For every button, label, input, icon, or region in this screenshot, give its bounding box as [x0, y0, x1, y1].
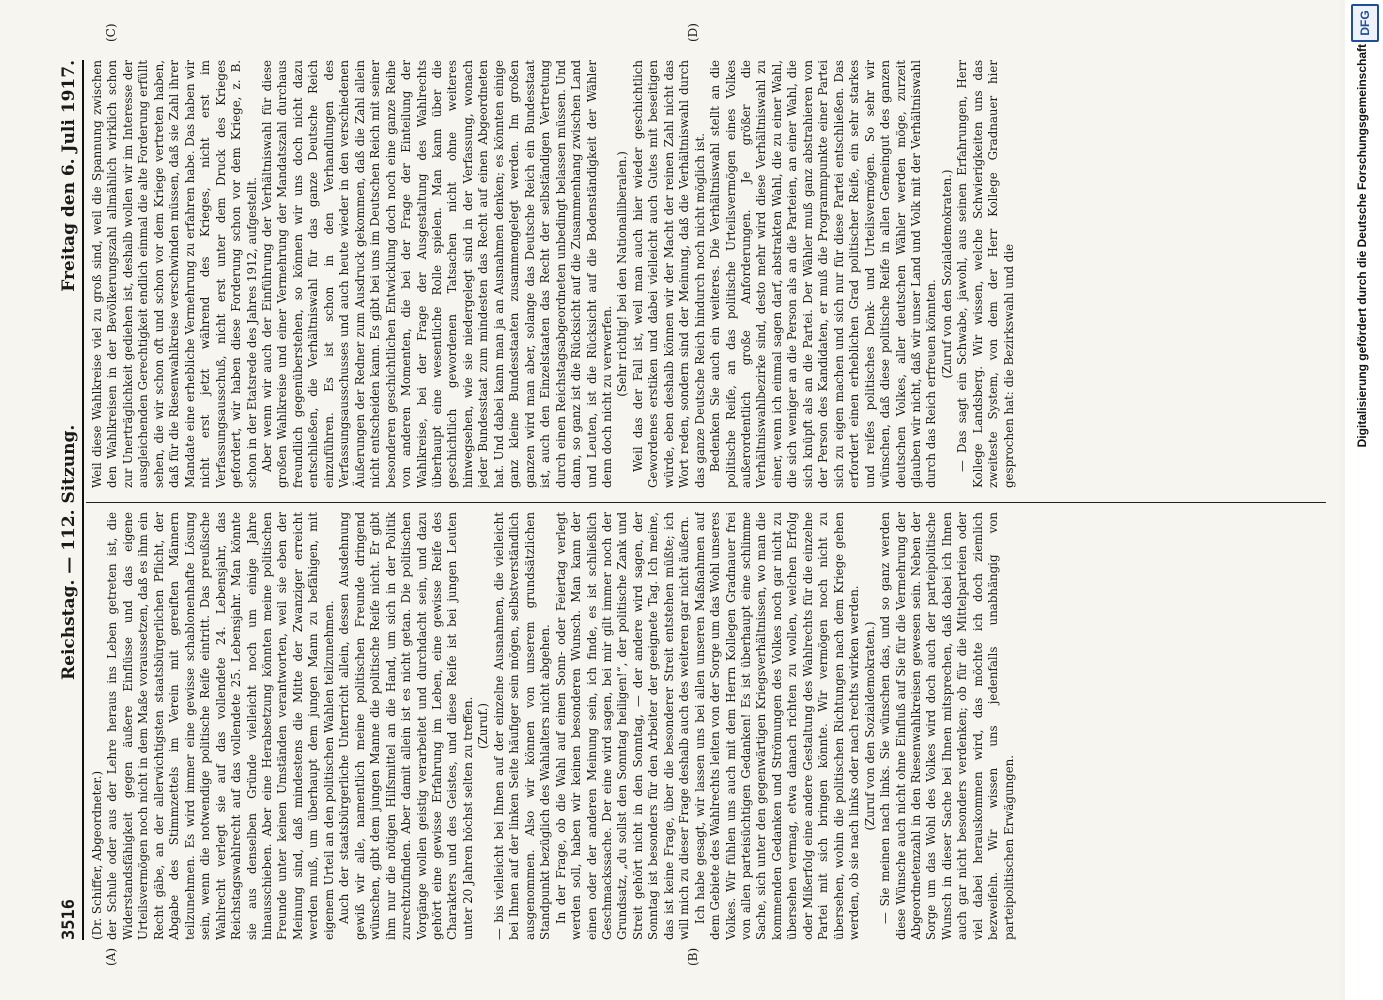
session-title: Reichstag. — 112. Sitzung. [59, 424, 79, 680]
left-text-column [90, 512, 1320, 940]
paragraph: Weil diese Wahlkreise viel zu groß sind, weil die Spannung zwischen den Wahlkreisen in der Bevölkerungszahl allmählich wirklich schon zur Unerträglichkeit gediehen ist, deshalb wollen wir im Interesse der ausgleichenden Gerechtigkeit endlich einmal die alte Forderung erfüllt sehen, die wir schon oft und schon vor dem Kriege vertreten haben, daß für die Riesenwahlkreise verschwinden müssen, daß sie Zahl ihrer Mandate eine erhebliche Vermehrung zu erfahren habe. Das haben wir nicht erst jetzt während des Krieges, nicht erst im Verfassungsausschuß, nicht erst unter dem Druck des Krieges gefordert, wir haben diese Forderung schon vor dem Kriege, z. B. schon in der Etatsrede des Jahres 1912, aufgestellt. [90, 60, 259, 488]
margin-marker-c: (C) [104, 23, 118, 42]
margin-marker-a: (A) [104, 947, 118, 966]
paragraph: Aber wenn wir auch der Einführung der Verhältniswahl für diese großen Wahlkreise und einer Vermehrung der Mandatszahl durchaus freundlich gegenüberstehen, so können wir uns doch nicht dazu entschließen, die Verhältniswahl für das ganze Deutsche Reich einzuführen. Es ist schon in den Verhandlungen des Verfassungsausschusses und auch heute wieder in den verschiedenen Äußerungen der Redner zum Ausdruck gekommen, daß die Zahl allein nicht entscheiden kann. Es gibt bei uns im Deutschen Reich mit seiner besonderen geschichtlichen Entwicklung doch noch eine ganze Reihe von anderen Momenten, die bei der Frage der Einteilung der Wahlkreise, bei der Frage der Ausgestaltung des Wahlrechts überhaupt eine wesentliche Rolle spielen. Man kann über die geschichtlich gewordenen Tatsachen nicht ohne weiteres hinwegsehen, wie sie niedergelegt sind in der Verfassung, wonach jeder Bundesstaat zum mindesten das Recht auf einen Abgeordneten hat. Und dabei kann man ja an Ausnahmen denken; es könnten einige ganz kleine Bundesstaaten zusammengelegt werden. Im großen ganzen wird man aber, solange das Deutsche Reich ein Bundesstaat ist, auch den Einzelstaaten das Recht der selbständigen Vertretung durch einen Reichstagsabgeordneten unbedingt belassen müssen. Und dann, so ganz ist die Rücksicht auf die Zusammenhang zwischen Land und Leuten, ist die Rücksicht auf die Bodenständigkeit der Wähler denn doch nicht zu verwerfen. [259, 60, 614, 488]
interjection: (Zuruf von den Sozialdemokraten.) [939, 169, 954, 379]
page-number: 3516 [59, 899, 79, 940]
funding-credit: Digitalisierung gefördert durch die Deutsche Forschungsgemeinschaft [1355, 44, 1369, 448]
paragraph: Ich habe gesagt, wir lassen uns bei allen unseren Maßnahmen auf dem Gebiete des Wahlrechts leiten von der Sorge um das Wohl unseres Volkes. Wir fühlen uns auch mit dem Herrn Kollegen Gradnauer frei von allen parteisüchtigen Gedanken! Es ist überhaupt eine schlimme Sache, sich unter den gegenwärtigen Kriegsverhältnissen, wo man die kommenden Gedanken und Strömungen des Volkes noch gar nicht zu übersehen vermag, etwa danach richten zu wollen, welchen Erfolg oder Mißerfolg eine andere Gestaltung des Wahlrechts für die einzelne Partei mit sich bringen könnte. Wir vermögen noch nicht zu übersehen, wohin die politischen Richtungen nach dem Kriege gehen werden, ob sie nach links oder nach rechts wirken werden. [692, 512, 862, 940]
interjection: (Zuruf.) [476, 703, 491, 749]
paragraph: In der Frage, ob die Wahl auf einen Sonn- oder Feiertag verlegt werden soll, haben wir keinen besonderen Wunsch. Man kann der einen oder der anderen Meinung sein, ich finde, es ist schließlich Geschmackssache. Der eine wird sagen, bei mir gilt immer noch der Grundsatz, „du sollst den Sonntag heiligen!“, der politische Zank und Streit gehört nicht in den Sonntag, — der andere wird sagen, der Sonntag ist besonders für den Arbeiter der geeignete Tag. Ich meine, das ist keine Frage, über die besonderer Streit entstehen müßte; ich will mich zu dieser Frage deshalb auch des weiteren gar nicht äußern. [553, 512, 692, 940]
margin-marker-b: (B) [686, 947, 700, 966]
paragraph: — bis vielleicht bei Ihnen auf der einzelne Ausnahmen, die vielleicht bei Ihnen auf der linken Seite häufiger sein mögen, selbstverständlich ausgenommen. Also wir können von unserem grundsätzlichen Standpunkt bezüglich des Wahlalters nicht abgehen. [491, 512, 553, 940]
paragraph: der Schule oder aus der Lehre heraus ins Leben getreten ist, die Widerstandsfähigkeit gegen äußere Einflüsse und das eigene Urteilsvermögen noch nicht in dem Maße voraussetzen, daß es ihm ein Recht gäbe, an der allerwichtigsten staatsbürgerlichen Pflicht, der Abgabe des Stimmzettels im Verein mit gereiften Männern teilzunehmen. Es wird immer eine gewisse schablonenhafte Lösung sein, wenn die notwendige politische Reife eintritt. Das preußische Wahlrecht verlegt sie auf das vollendete 24. Lebensjahr, das Reichstagswahlrecht auf das vollendete 25. Lebensjahr. Man könnte sie aus denselben Gründe vielleicht noch um einige Jahre hinausschieben. Aber eine Herabsetzung könnten meine politischen Freunde unter keinen Umständen verantworten, weil sie eben der Meinung sind, daß mindestens die Mitte der Zwanziger erreicht werden muß, um überhaupt dem jungen Mann zu befähigen, mit eigenem Urteil an den politischen Wahlen teilzunehmen. [105, 512, 336, 940]
paragraph: Weil das der Fall ist, weil man auch hier wieder geschichtlich Gewordenes erstiken und dabei vielleicht auch Gutes mit beseitigen würde, eben deshalb können wir der Macht der reinen Zahl nicht das Wort reden, sondern sind der Meinung, daß die Verhältniswahl durch das ganze Deutsche Reich hindurch noch nicht möglich ist. [630, 60, 707, 488]
paragraph: — Sie meinen nach links. Sie wünschen das, und so ganz werden diese Wünsche auch nicht ohne Einfluß auf Sie für die Vermehrung der Abgeordnetenzahl in den Riesenwahlkreisen gewesen sein. Neben der Sorge um das Wohl des Volkes wird doch auch der parteipolitische Wunsch in dieser Sache bei Ihnen mitsprechen, daß dabei ich Ihnen auch gar nicht besonders verdenken; ob für die Mittelparteien oder viel dabei herauskommen wird, das möchte ich doch ziemlich bezweifeln. Wir wissen uns jedenfalls unabhängig von parteipolitischen Erwägungen. [878, 512, 1016, 940]
speaker-line: (Dr. Schiffer, Abgeordneter.) [90, 770, 104, 940]
dfg-logo: DFG [1351, 4, 1379, 42]
paragraph: Bedenken Sie auch ein weiteres. Die Verhältniswahl stellt an die politische Reife, an das politische Urteilsvermögen eines Volkes außerordentlich große Anforderungen. Je größer die Verhältniswahlbezirke sind, desto mehr wird diese Verhältniswahl zu einer, wenn ich einmal sagen darf, abstrakten Wahl, die zu einer Wahl, die sich weniger an die Person als an die Parteien, an einer Wahl, die sich knüpft als an die Partei. Der Wähler muß ganz abstrahieren von der Person des Kandidaten, er muß die Programmpunkte einer Partei sich zu eigen machen und sich nur für diese Partei entschließen. Das erfordert einen erheblichen Grad politischer Reife, ein sehr starkes und reifes politisches Denk- und Urteilsvermögen. So sehr wir wünschen, daß diese politische Reife in allen Gemeingut des ganzen deutschen Volkes, aller deutschen Wähler werden möge, zurzeit glauben wir nicht, daß wir unser Land und Volk mit der Verhältniswahl durch das Reich erfreuen könnten. [708, 60, 939, 488]
margin-marker-d: (D) [686, 23, 700, 42]
interjection: (Sehr richtig! bei den Nationalliberalen.) [615, 151, 630, 397]
interjection: (Zuruf von den Sozialdemokraten.) [862, 621, 877, 831]
column-divider [86, 502, 1326, 503]
session-date: Freitag den 6. Juli 1917. [59, 60, 79, 292]
page-header [58, 60, 84, 940]
paragraph: Auch der staatsbürgerliche Unterricht allein, dessen Ausdehnung gewiß wir alle, namentlich meine politischen Freunde dringend wünschen, gibt dem jungen Manne die politische Reife nicht. Er gibt ihm nur die nötigen Hilfsmittel an die Hand, um sich in der Politik zurechtzufinden. Aber damit allein ist es nicht getan. Die politischen Vorgänge wollen geistig verarbeitet und durchdacht sein, und dazu gehört eine gewisse Erfahrung im Leben, eine gewisse Reife des Charakters und des Geistes, und diese Reife ist bei jungen Leuten unter 20 Jahren höchst selten zu treffen. [337, 512, 475, 940]
digitization-sidebar [1345, 0, 1383, 1000]
paragraph: — Das sagt ein Schwabe, jawohl, aus seinen Erfahrungen, Herr Kollege Landsberg. Wir wissen, welche Schwierigkeiten uns das zweiteste System, von dem der Herr Kollege Gradnauer hier gesprochen hat: die Bezirkswahl und die [955, 60, 1016, 488]
right-text-column [90, 60, 1320, 488]
